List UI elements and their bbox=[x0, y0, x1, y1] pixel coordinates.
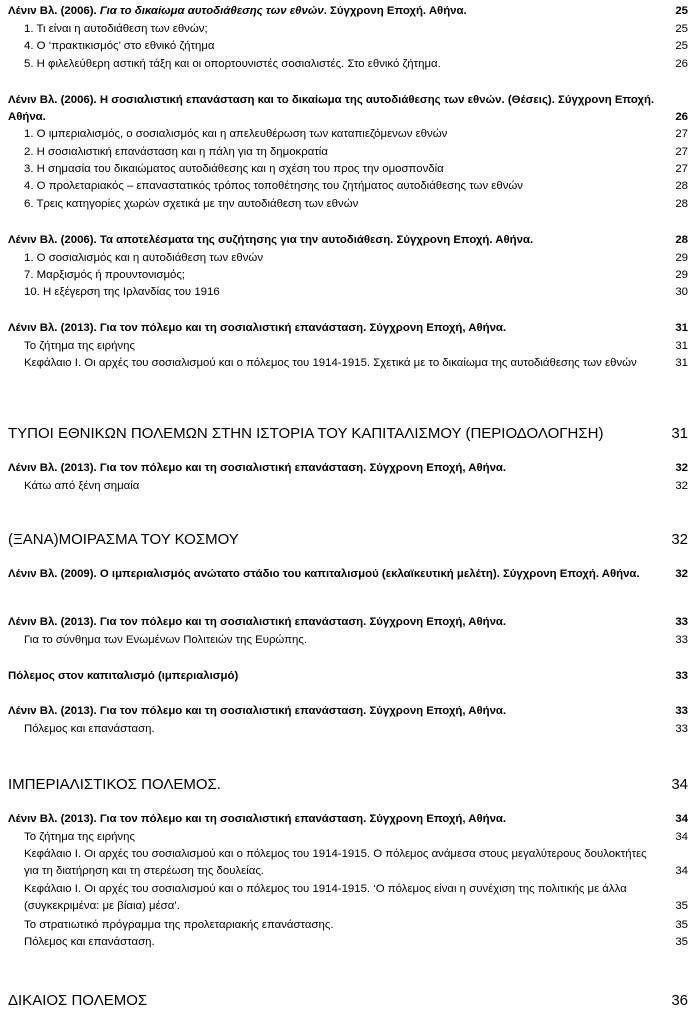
toc-entry-title bbox=[8, 530, 671, 550]
toc-title-part: Κεφάλαιο Ι. Οι αρχές του σοσιαλισμού και ο πόλεμος του 1914-1915. Σχετικά με το δικαίωμα της αυτοδιάθεσης των εθνών bbox=[24, 357, 637, 369]
toc-title-part: Λένιν Βλ. (2009). Ο ιμπεριαλισμός ανώτατο στάδιο του καπιταλισμού (εκλαϊκευτική μελέτη). Σύγχρονη Εποχή. Αθήνα. bbox=[8, 568, 640, 580]
toc-page-number: 32 bbox=[675, 568, 688, 580]
toc-page-number: 28 bbox=[675, 234, 688, 246]
toc-title-part: Λένιν Βλ. (2013). Για τον πόλεμο και τη σοσιαλιστική επανάσταση. Σύγχρονη Εποχή, Αθήνα. bbox=[8, 462, 507, 474]
toc-subentry[interactable] bbox=[24, 846, 688, 880]
toc-entry-title bbox=[24, 178, 675, 195]
toc-entry[interactable] bbox=[8, 460, 688, 477]
toc-entry-title bbox=[24, 846, 675, 880]
toc-title-part: 2. Η σοσιαλιστική επανάσταση και η πάλη για τη δημοκρατία bbox=[24, 146, 328, 158]
toc-entry-title bbox=[8, 811, 675, 828]
toc-subentry[interactable] bbox=[24, 478, 688, 495]
toc-page-number: 34 bbox=[675, 813, 688, 825]
toc-title-part: Το ζήτημα της ειρήνης bbox=[24, 831, 135, 843]
toc-entry-title bbox=[24, 196, 675, 213]
toc-page-number: 31 bbox=[675, 322, 688, 334]
toc-page-number: 27 bbox=[675, 163, 688, 175]
toc-entry-title bbox=[24, 21, 675, 38]
toc-title-part: 5. Η φιλελεύθερη αστική τάξη και οι οπορτουνιστές σοσιαλιστές. Στο εθνικό ζήτημα. bbox=[24, 58, 441, 70]
toc-subentry[interactable] bbox=[24, 161, 688, 178]
toc-title-part: Λένιν Βλ. (2006). Η σοσιαλιστική επανάσταση και το δικαίωμα της αυτοδιάθεσης των εθνών. (Θέσεις). Σύγχρονη Εποχή. Αθήνα. bbox=[8, 94, 655, 123]
toc-entry-title bbox=[8, 3, 675, 20]
toc-entry[interactable] bbox=[8, 566, 688, 583]
toc-title-part: Πόλεμος και επανάσταση. bbox=[24, 723, 155, 735]
toc-page-number: 36 bbox=[671, 992, 688, 1009]
toc-page-number: 27 bbox=[675, 146, 688, 158]
toc-page-number: 33 bbox=[675, 616, 688, 628]
toc-subentry[interactable] bbox=[24, 284, 688, 301]
toc-entry-title bbox=[24, 126, 675, 143]
toc-title-part: Κεφάλαιο Ι. Οι αρχές του σοσιαλισμού και ο πόλεμος του 1914-1915. Ο πόλεμος ανάμεσα στους μεγαλύτερους δουλοκτήτες για τη διατήρηση και τη στερέωση της δουλείας. bbox=[24, 848, 647, 877]
toc-entry-title bbox=[24, 721, 675, 738]
toc-subentry[interactable] bbox=[24, 267, 688, 284]
toc-page-number: 35 bbox=[675, 900, 688, 912]
toc-page-number: 33 bbox=[675, 705, 688, 717]
toc-page-number: 32 bbox=[675, 462, 688, 474]
toc-entry-title bbox=[8, 460, 675, 477]
toc-subentry[interactable] bbox=[24, 196, 688, 213]
toc-subentry[interactable] bbox=[24, 178, 688, 195]
toc-title-part: Το ζήτημα της ειρήνης bbox=[24, 340, 135, 352]
toc-title-part: Πόλεμος και επανάσταση. bbox=[24, 936, 155, 948]
toc-title-part: 6. Τρεις κατηγορίες χωρών σχετικά με την αυτοδιάθεση των εθνών bbox=[24, 198, 359, 210]
toc-page-number: 26 bbox=[675, 111, 688, 123]
toc-title-part: 1. Ο σοσιαλισμός και η αυτοδιάθεση των εθνών bbox=[24, 252, 264, 264]
toc-subentry[interactable] bbox=[24, 721, 688, 738]
toc-entry-title bbox=[24, 355, 675, 372]
toc-title-part: 1. Ο ιμπεριαλισμός, ο σοσιαλισμός και η απελευθέρωση των καταπιεζόμενων εθνών bbox=[24, 128, 448, 140]
toc-subentry[interactable] bbox=[24, 881, 688, 915]
toc-title-part: Κάτω από ξένη σημαία bbox=[24, 480, 140, 492]
toc-subentry[interactable] bbox=[24, 829, 688, 846]
toc-entry-title bbox=[8, 775, 671, 795]
toc-subentry[interactable] bbox=[24, 355, 688, 372]
toc-title-part: Λένιν Βλ. (2006). Τα αποτελέσματα της συζήτησης για την αυτοδιάθεση. Σύγχρονη Εποχή. Αθήνα. bbox=[8, 234, 534, 246]
toc-entry-title bbox=[24, 478, 675, 495]
toc-page-number: 25 bbox=[675, 23, 688, 35]
toc-title-part: 4. Ο προλεταριακός – επαναστατικός τρόπος τοποθέτησης του ζητήματος αυτοδιάθεσης των εθνών bbox=[24, 180, 523, 192]
toc-title-part: 7. Μαρξισμός ή προυντονισμός; bbox=[24, 269, 186, 281]
toc-entry-title bbox=[24, 829, 675, 846]
toc-entry-title bbox=[8, 232, 675, 249]
toc-entry-title bbox=[8, 566, 675, 583]
toc-page-number: 34 bbox=[675, 831, 688, 843]
toc-title-part: Πόλεμος στον καπιταλισμό (ιμπεριαλισμό) bbox=[8, 670, 239, 682]
toc-entry-title bbox=[24, 284, 675, 301]
toc-entry[interactable] bbox=[8, 320, 688, 337]
toc-page-number: 32 bbox=[671, 531, 688, 548]
toc-entry-title bbox=[24, 56, 675, 73]
toc-title-part: Λένιν Βλ. (2013). Για τον πόλεμο και τη σοσιαλιστική επανάσταση. Σύγχρονη Εποχή, Αθήνα. bbox=[8, 322, 507, 334]
toc-title-part: Για το σύνθημα των Ενωμένων Πολιτειών της Ευρώπης. bbox=[24, 634, 308, 646]
toc-entry-title bbox=[24, 934, 675, 951]
toc-subentry[interactable] bbox=[24, 338, 688, 355]
toc-title-part: Κεφάλαιο Ι. Οι αρχές του σοσιαλισμού και ο πόλεμος του 1914-1915. ‘Ο πόλεμος είναι η συνέχιση της πολιτικής με άλλα (συγκεκριμένα: με βίαια) μέσα’. bbox=[24, 883, 627, 912]
toc-heading[interactable] bbox=[8, 530, 688, 550]
toc-page-number: 27 bbox=[675, 128, 688, 140]
toc-entry-title bbox=[8, 668, 675, 685]
toc-page-number: 34 bbox=[675, 865, 688, 877]
toc-title-part: Το στρατιωτικό πρόγραμμα της προλεταριακής επανάστασης. bbox=[24, 919, 334, 931]
toc-entry[interactable] bbox=[8, 3, 688, 20]
toc-entry-title bbox=[8, 92, 675, 126]
toc-subentry[interactable] bbox=[24, 126, 688, 143]
toc-entry-title bbox=[8, 991, 671, 1011]
toc-entry[interactable] bbox=[8, 232, 688, 249]
toc-heading[interactable] bbox=[8, 424, 688, 444]
toc-page-number: 31 bbox=[671, 425, 688, 442]
toc-page-number: 35 bbox=[675, 919, 688, 931]
toc-page-number: 28 bbox=[675, 198, 688, 210]
toc-title-part: Λένιν Βλ. (2006). bbox=[8, 5, 100, 17]
toc-page-number: 33 bbox=[675, 670, 688, 682]
toc-entry-title bbox=[24, 338, 675, 355]
toc-title-part: . Σύγχρονη Εποχή. Αθήνα. bbox=[323, 5, 467, 17]
toc-subentry[interactable] bbox=[24, 250, 688, 267]
toc-page-number: 33 bbox=[675, 723, 688, 735]
toc-title-part: 4. Ο ‘πρακτικισμός’ στο εθνικό ζήτημα bbox=[24, 40, 215, 52]
toc-page-number: 31 bbox=[675, 357, 688, 369]
toc-page-number: 33 bbox=[675, 634, 688, 646]
toc-title-part: 3. Η σημασία του δικαιώματος αυτοδιάθεσης και η σχέση του προς την ομοσπονδία bbox=[24, 163, 444, 175]
toc-entry-title bbox=[8, 424, 671, 444]
toc-title-part: Λένιν Βλ. (2013). Για τον πόλεμο και τη σοσιαλιστική επανάσταση. Σύγχρονη Εποχή, Αθήνα. bbox=[8, 813, 507, 825]
toc-entry-title bbox=[24, 144, 675, 161]
toc-entry[interactable] bbox=[8, 92, 688, 126]
toc-subentry[interactable] bbox=[24, 917, 688, 934]
toc-entry-title bbox=[24, 881, 675, 915]
toc-page-number: 29 bbox=[675, 269, 688, 281]
toc-page-number: 29 bbox=[675, 252, 688, 264]
toc-title-part: ΙΜΠΕΡΙΑΛΙΣΤΙΚΟΣ ΠΟΛΕΜΟΣ. bbox=[8, 776, 221, 793]
toc-entry-title bbox=[24, 632, 675, 649]
toc-page-number: 35 bbox=[675, 936, 688, 948]
toc-entry-title bbox=[24, 267, 675, 284]
toc-entry-title bbox=[24, 38, 675, 55]
toc-title-part: Λένιν Βλ. (2013). Για τον πόλεμο και τη σοσιαλιστική επανάσταση. Σύγχρονη Εποχή, Αθήνα. bbox=[8, 705, 507, 717]
toc-entry[interactable] bbox=[8, 614, 688, 631]
toc-page-number: 31 bbox=[675, 340, 688, 352]
toc-title-part: ΔΙΚΑΙΟΣ ΠΟΛΕΜΟΣ bbox=[8, 992, 148, 1009]
toc-subentry[interactable] bbox=[24, 38, 688, 55]
toc-title-part: 1. Τι είναι η αυτοδιάθεση των εθνών; bbox=[24, 23, 208, 35]
toc-title-part: 10. Η εξέγερση της Ιρλανδίας του 1916 bbox=[24, 286, 220, 298]
toc-title-italic-part: Για το δικαίωμα αυτοδιάθεσης των εθνών bbox=[99, 5, 324, 17]
toc-entry-title bbox=[24, 917, 675, 934]
toc-entry-title bbox=[8, 320, 675, 337]
toc-page-number: 25 bbox=[675, 40, 688, 52]
toc-entry-title bbox=[8, 614, 675, 631]
toc-subentry[interactable] bbox=[24, 934, 688, 951]
toc-subentry[interactable] bbox=[24, 21, 688, 38]
toc-page-number: 32 bbox=[675, 480, 688, 492]
toc-entry-title bbox=[24, 250, 675, 267]
toc-title-part: (ΞΑΝΑ)ΜΟΙΡΑΣΜΑ ΤΟΥ ΚΟΣΜΟΥ bbox=[8, 531, 239, 548]
toc-subentry[interactable] bbox=[24, 56, 688, 73]
toc-entry-title bbox=[8, 703, 675, 720]
toc-page-number: 28 bbox=[675, 180, 688, 192]
toc-page-number: 25 bbox=[675, 5, 688, 17]
toc-entry[interactable] bbox=[8, 668, 688, 685]
toc-title-part: ΤΥΠΟΙ ΕΘΝΙΚΩΝ ΠΟΛΕΜΩΝ ΣΤΗΝ ΙΣΤΟΡΙΑ ΤΟΥ ΚΑΠΙΤΑΛΙΣΜΟΥ (ΠΕΡΙΟΔΟΛΟΓΗΣΗ) bbox=[8, 425, 604, 442]
toc-entry[interactable] bbox=[8, 703, 688, 720]
toc-title-part: Λένιν Βλ. (2013). Για τον πόλεμο και τη σοσιαλιστική επανάσταση. Σύγχρονη Εποχή, Αθήνα. bbox=[8, 616, 507, 628]
toc-heading[interactable] bbox=[8, 991, 688, 1011]
toc-entry-title bbox=[24, 161, 675, 178]
toc-page-number: 34 bbox=[671, 776, 688, 793]
toc-page-number: 26 bbox=[675, 58, 688, 70]
toc-subentry[interactable] bbox=[24, 144, 688, 161]
toc-heading[interactable] bbox=[8, 775, 688, 795]
toc-entry[interactable] bbox=[8, 811, 688, 828]
toc-subentry[interactable] bbox=[24, 632, 688, 649]
toc-page-number: 30 bbox=[675, 286, 688, 298]
